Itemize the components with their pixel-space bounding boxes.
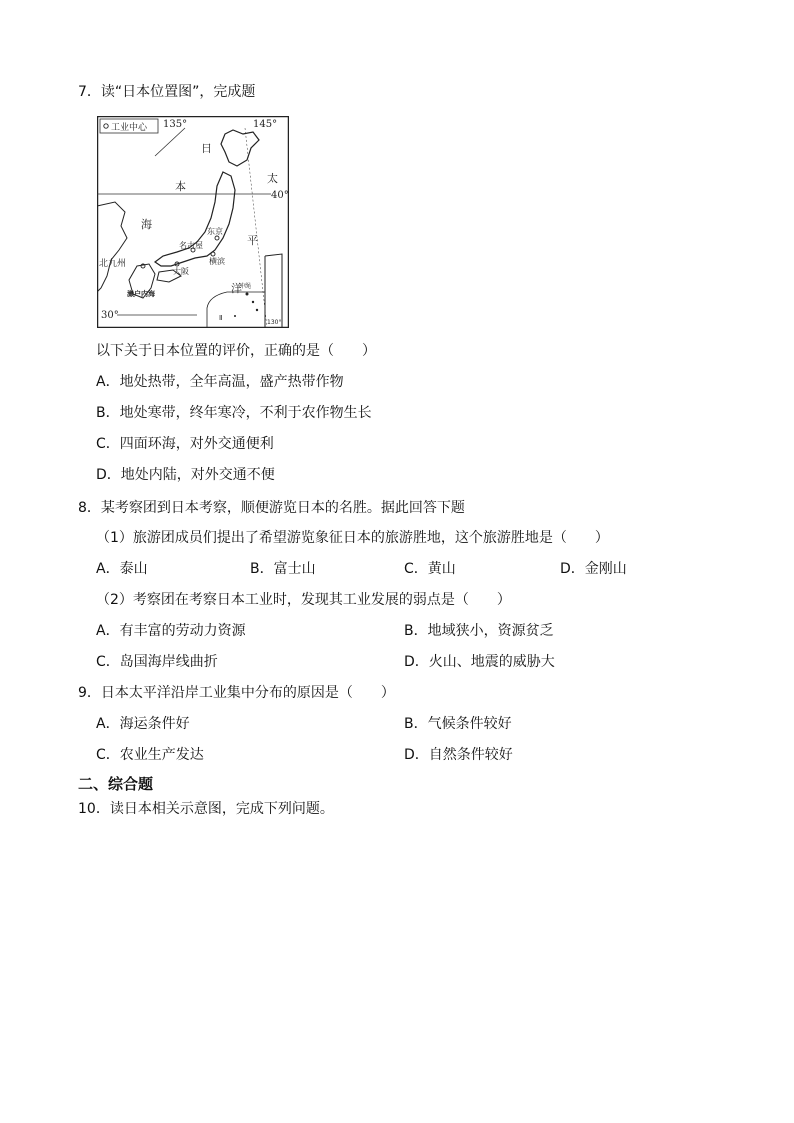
- q8-sub2-option-d: D．火山、地震的威胁大: [404, 654, 555, 670]
- q7-question: 以下关于日本位置的评价，正确的是（ ）: [96, 343, 376, 359]
- lat-30-label: 30°: [101, 310, 119, 321]
- city-longitude-east: 130°: [267, 319, 282, 326]
- q8-sub1-option-a: A．泰山: [96, 561, 148, 577]
- city-okinawa: 冲绳: [239, 283, 252, 290]
- section2-title: 二、综合题: [78, 775, 154, 793]
- city-yonaguni: Ⅱ: [219, 314, 223, 322]
- pacific-char-3: 洋: [231, 282, 242, 295]
- q9-option-a: A．海运条件好: [96, 716, 190, 732]
- city-tokyo: 东京: [207, 227, 223, 236]
- q8-sub2-option-b: B．地域狭小，资源贫乏: [404, 623, 554, 639]
- q7-option-d: D．地处内陆，对外交通不便: [96, 467, 275, 483]
- q8-sub1-option-d: D．金刚山: [560, 561, 627, 577]
- q7-option-c: C．四面环海，对外交通便利: [96, 436, 274, 452]
- q8-sub1-option-c: C．黄山: [404, 561, 456, 577]
- city-setonaikai: 濑户内海: [127, 290, 155, 298]
- japan-location-map: [97, 116, 289, 328]
- q8-sub1-option-b: B．富士山: [250, 561, 316, 577]
- lat-40-label: 40°: [271, 190, 289, 201]
- sea-japan-char-1: 日: [201, 142, 212, 155]
- q9-option-b: B．气候条件较好: [404, 716, 512, 732]
- sea-japan-char-3: 海: [141, 218, 152, 231]
- pacific-char-1: 太: [267, 172, 278, 185]
- map-legend: 工业中心: [111, 123, 148, 133]
- q8-stem: 8．某考察团到日本考察，顺便游览日本的名胜。据此回答下题: [78, 500, 465, 516]
- q8-sub2-option-c: C．岛国海岸线曲折: [96, 654, 218, 670]
- city-kitakyushu: 北九州: [99, 259, 127, 269]
- q7-option-b: B．地处寒带，终年寒冷，不利于农作物生长: [96, 405, 372, 421]
- q10-stem: 10．读日本相关示意图，完成下列问题。: [78, 801, 334, 817]
- q9-option-d: D．自然条件较好: [404, 747, 513, 763]
- lon-145-label: 145°: [253, 119, 278, 130]
- q9-stem: 9．日本太平洋沿岸工业集中分布的原因是（ ）: [78, 685, 395, 701]
- sea-japan-char-2: 本: [175, 180, 186, 193]
- city-osaka: 大阪: [173, 267, 189, 276]
- city-nagoya: 名古屋: [179, 241, 203, 250]
- q7-stem: 7．读“日本位置图”，完成题: [78, 84, 256, 100]
- q8-sub2-option-a: A．有丰富的劳动力资源: [96, 623, 246, 639]
- pacific-char-2: 平: [247, 234, 258, 247]
- q7-option-a: A．地处热带，全年高温，盛产热带作物: [96, 374, 344, 390]
- lon-135-label: 135°: [163, 119, 188, 130]
- q8-sub1: （1）旅游团成员们提出了希望游览象征日本的旅游胜地，这个旅游胜地是（ ）: [96, 530, 609, 546]
- city-yokohama: 横滨: [209, 257, 225, 266]
- q9-option-c: C．农业生产发达: [96, 747, 204, 763]
- q8-sub2: （2）考察团在考察日本工业时，发现其工业发展的弱点是（ ）: [96, 592, 511, 608]
